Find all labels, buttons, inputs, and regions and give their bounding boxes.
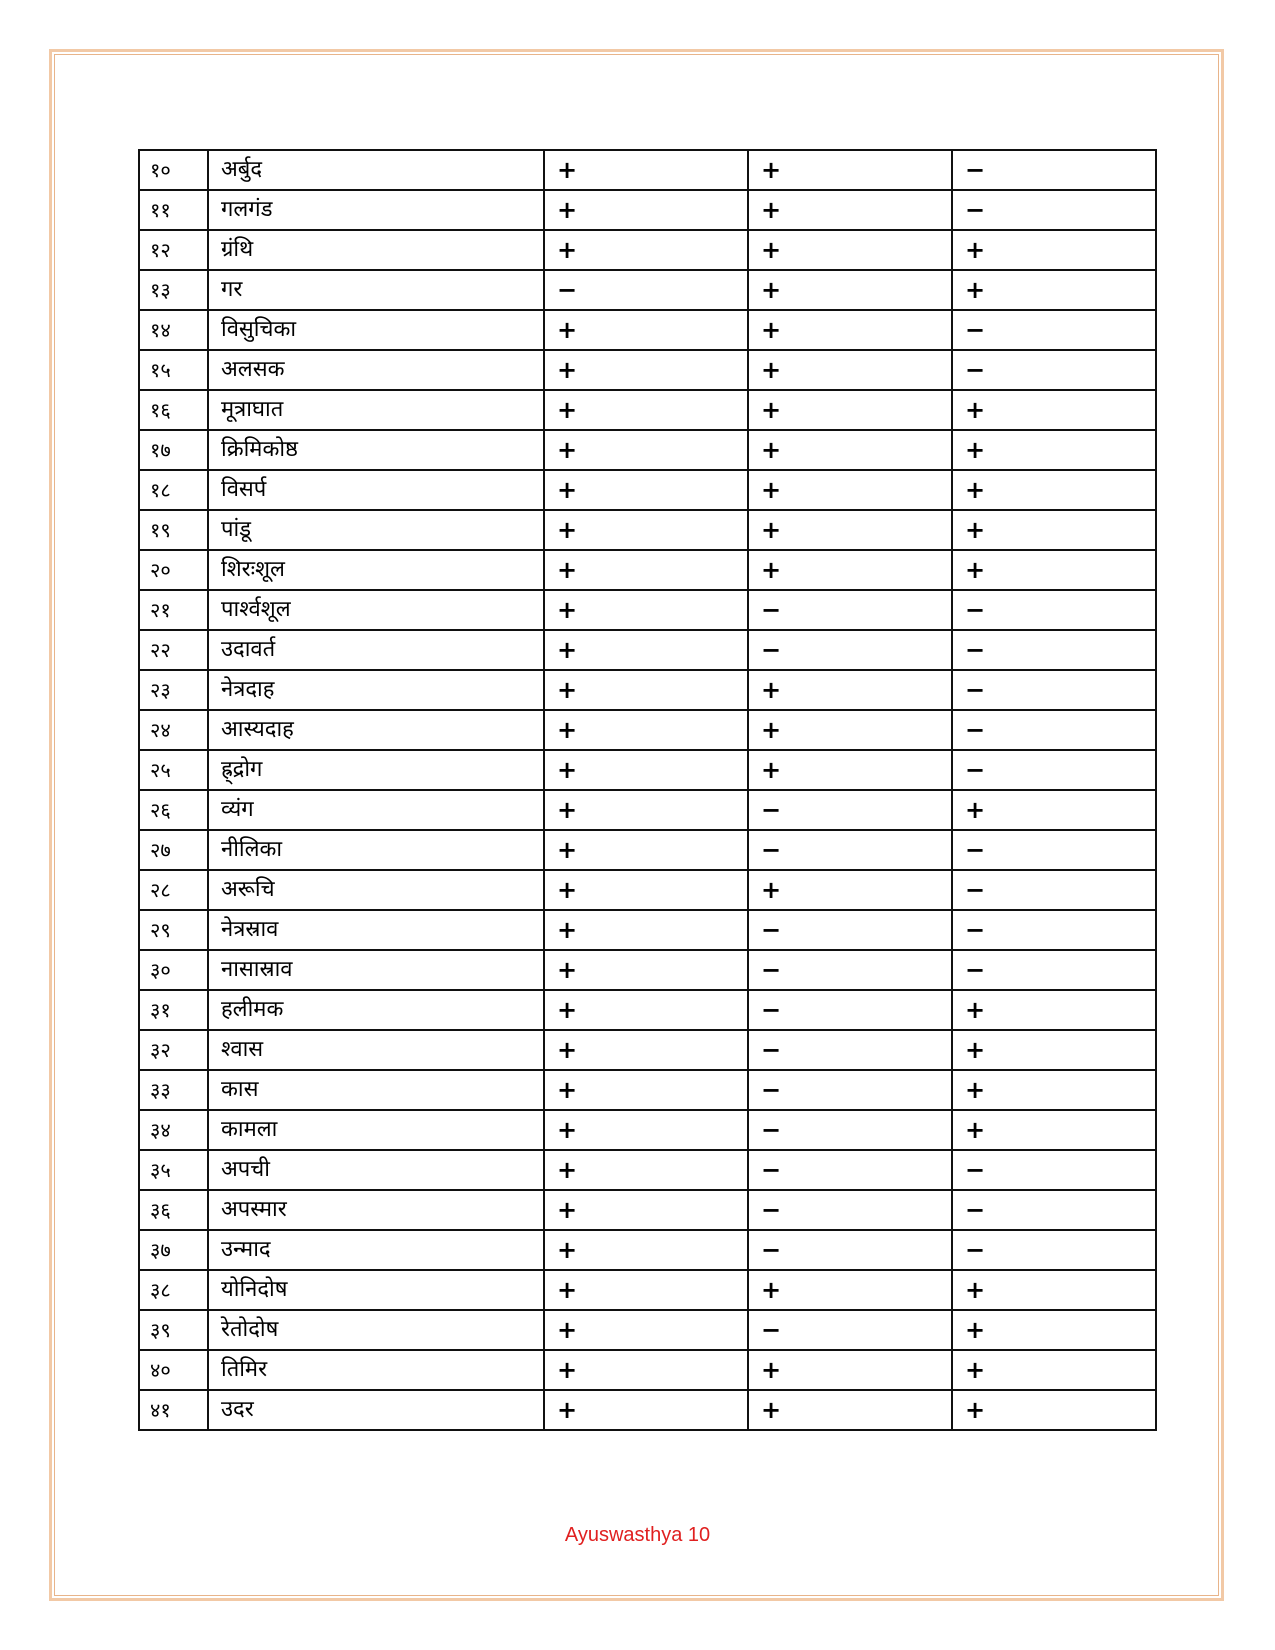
mark-col-3: + — [952, 1110, 1156, 1150]
row-number: ३० — [139, 950, 208, 990]
mark-col-2: − — [748, 1070, 952, 1110]
mark-col-1: + — [544, 870, 748, 910]
mark-col-1: + — [544, 510, 748, 550]
mark-col-3: − — [952, 190, 1156, 230]
disease-name: अर्बुद — [208, 150, 544, 190]
mark-col-2: − — [748, 1230, 952, 1270]
mark-col-1: + — [544, 390, 748, 430]
table-row — [139, 1190, 1156, 1230]
table-row — [139, 1390, 1156, 1430]
mark-col-1: + — [544, 350, 748, 390]
mark-col-1: + — [544, 1390, 748, 1430]
table-row — [139, 430, 1156, 470]
row-number: ४१ — [139, 1390, 208, 1430]
row-number: २१ — [139, 590, 208, 630]
disease-name: हलीमक — [208, 990, 544, 1030]
mark-col-3: − — [952, 1150, 1156, 1190]
table-row — [139, 310, 1156, 350]
disease-name: गर — [208, 270, 544, 310]
mark-col-3: − — [952, 1190, 1156, 1230]
mark-col-1: + — [544, 990, 748, 1030]
mark-col-3: + — [952, 1270, 1156, 1310]
mark-col-3: + — [952, 1390, 1156, 1430]
row-number: २४ — [139, 710, 208, 750]
row-number: २६ — [139, 790, 208, 830]
disease-name: विसर्प — [208, 470, 544, 510]
table-row — [139, 790, 1156, 830]
mark-col-2: + — [748, 1350, 952, 1390]
table-row — [139, 470, 1156, 510]
table-row — [139, 1230, 1156, 1270]
table-row — [139, 150, 1156, 190]
mark-col-3: + — [952, 1310, 1156, 1350]
mark-col-3: + — [952, 790, 1156, 830]
row-number: २३ — [139, 670, 208, 710]
disease-name: उदर — [208, 1390, 544, 1430]
mark-col-2: + — [748, 670, 952, 710]
mark-col-1: + — [544, 710, 748, 750]
disease-name: क्रिमिकोष्ठ — [208, 430, 544, 470]
mark-col-1: + — [544, 150, 748, 190]
mark-col-3: + — [952, 230, 1156, 270]
mark-col-3: − — [952, 710, 1156, 750]
mark-col-3: + — [952, 470, 1156, 510]
mark-col-2: − — [748, 1190, 952, 1230]
disease-name: व्यंग — [208, 790, 544, 830]
mark-col-1: + — [544, 1110, 748, 1150]
mark-col-2: + — [748, 1390, 952, 1430]
table-row — [139, 630, 1156, 670]
table-row — [139, 550, 1156, 590]
mark-col-2: − — [748, 630, 952, 670]
mark-col-2: + — [748, 470, 952, 510]
mark-col-1: + — [544, 190, 748, 230]
disease-name: अपची — [208, 1150, 544, 1190]
row-number: १५ — [139, 350, 208, 390]
disease-name: कास — [208, 1070, 544, 1110]
table-row — [139, 590, 1156, 630]
table-row — [139, 1070, 1156, 1110]
disease-name: नेत्रदाह — [208, 670, 544, 710]
row-number: ४० — [139, 1350, 208, 1390]
disease-name: मूत्राघात — [208, 390, 544, 430]
disease-name: नीलिका — [208, 830, 544, 870]
mark-col-2: − — [748, 830, 952, 870]
table-row — [139, 710, 1156, 750]
mark-col-2: + — [748, 150, 952, 190]
row-number: १२ — [139, 230, 208, 270]
row-number: ३८ — [139, 1270, 208, 1310]
row-number: ३७ — [139, 1230, 208, 1270]
row-number: ३२ — [139, 1030, 208, 1070]
mark-col-3: − — [952, 750, 1156, 790]
mark-col-1: + — [544, 1030, 748, 1070]
row-number: २५ — [139, 750, 208, 790]
table-row — [139, 350, 1156, 390]
mark-col-3: + — [952, 430, 1156, 470]
mark-col-3: + — [952, 1030, 1156, 1070]
table-row — [139, 1270, 1156, 1310]
mark-col-3: + — [952, 1350, 1156, 1390]
mark-col-1: + — [544, 1270, 748, 1310]
mark-col-1: + — [544, 630, 748, 670]
table-row — [139, 870, 1156, 910]
mark-col-2: + — [748, 350, 952, 390]
mark-col-2: + — [748, 870, 952, 910]
disease-table — [138, 149, 1157, 1431]
table-row — [139, 1310, 1156, 1350]
table-row — [139, 190, 1156, 230]
mark-col-3: − — [952, 350, 1156, 390]
mark-col-1: + — [544, 590, 748, 630]
mark-col-3: − — [952, 950, 1156, 990]
mark-col-1: + — [544, 1230, 748, 1270]
disease-name: पांडू — [208, 510, 544, 550]
disease-name: गलगंड — [208, 190, 544, 230]
row-number: ३५ — [139, 1150, 208, 1190]
disease-name: अलसक — [208, 350, 544, 390]
mark-col-1: + — [544, 910, 748, 950]
row-number: २८ — [139, 870, 208, 910]
mark-col-3: − — [952, 830, 1156, 870]
disease-name: ग्रंथि — [208, 230, 544, 270]
mark-col-3: − — [952, 1230, 1156, 1270]
mark-col-3: + — [952, 550, 1156, 590]
row-number: २९ — [139, 910, 208, 950]
mark-col-1: + — [544, 950, 748, 990]
mark-col-2: − — [748, 950, 952, 990]
mark-col-1: + — [544, 1150, 748, 1190]
mark-col-3: + — [952, 990, 1156, 1030]
mark-col-3: + — [952, 270, 1156, 310]
mark-col-1: + — [544, 750, 748, 790]
mark-col-1: + — [544, 790, 748, 830]
table-row — [139, 1350, 1156, 1390]
row-number: ३१ — [139, 990, 208, 1030]
row-number: १७ — [139, 430, 208, 470]
mark-col-1: + — [544, 470, 748, 510]
table-row — [139, 830, 1156, 870]
row-number: ३४ — [139, 1110, 208, 1150]
mark-col-3: − — [952, 670, 1156, 710]
disease-name: अपस्मार — [208, 1190, 544, 1230]
mark-col-1: + — [544, 230, 748, 270]
row-number: २७ — [139, 830, 208, 870]
table-row — [139, 910, 1156, 950]
disease-name: तिमिर — [208, 1350, 544, 1390]
mark-col-2: + — [748, 710, 952, 750]
disease-name: ह्र्द्रोग — [208, 750, 544, 790]
table-row — [139, 670, 1156, 710]
row-number: १८ — [139, 470, 208, 510]
mark-col-2: + — [748, 270, 952, 310]
mark-col-2: − — [748, 790, 952, 830]
row-number: १३ — [139, 270, 208, 310]
mark-col-1: + — [544, 670, 748, 710]
disease-name: नेत्रस्राव — [208, 910, 544, 950]
mark-col-1: + — [544, 1190, 748, 1230]
mark-col-3: + — [952, 1070, 1156, 1110]
disease-name: शिरःशूल — [208, 550, 544, 590]
mark-col-2: − — [748, 1310, 952, 1350]
mark-col-3: − — [952, 910, 1156, 950]
table-row — [139, 270, 1156, 310]
mark-col-2: − — [748, 910, 952, 950]
table-row — [139, 1150, 1156, 1190]
mark-col-1: + — [544, 1310, 748, 1350]
row-number: १६ — [139, 390, 208, 430]
table-row — [139, 750, 1156, 790]
mark-col-2: + — [748, 1270, 952, 1310]
mark-col-2: − — [748, 1150, 952, 1190]
disease-name: श्वास — [208, 1030, 544, 1070]
mark-col-1: + — [544, 1070, 748, 1110]
mark-col-2: + — [748, 390, 952, 430]
mark-col-1: + — [544, 1350, 748, 1390]
mark-col-1: − — [544, 270, 748, 310]
mark-col-1: + — [544, 830, 748, 870]
table-row — [139, 510, 1156, 550]
mark-col-2: − — [748, 1030, 952, 1070]
row-number: ३९ — [139, 1310, 208, 1350]
mark-col-2: + — [748, 510, 952, 550]
table-row — [139, 1110, 1156, 1150]
mark-col-3: + — [952, 510, 1156, 550]
disease-name: विसुचिका — [208, 310, 544, 350]
table-row — [139, 390, 1156, 430]
table-row — [139, 230, 1156, 270]
row-number: १४ — [139, 310, 208, 350]
disease-name: नासास्राव — [208, 950, 544, 990]
mark-col-2: + — [748, 230, 952, 270]
mark-col-2: + — [748, 550, 952, 590]
mark-col-2: + — [748, 310, 952, 350]
disease-name: आस्यदाह — [208, 710, 544, 750]
mark-col-2: + — [748, 430, 952, 470]
row-number: २२ — [139, 630, 208, 670]
table-row — [139, 990, 1156, 1030]
mark-col-2: + — [748, 190, 952, 230]
row-number: ३६ — [139, 1190, 208, 1230]
mark-col-2: − — [748, 590, 952, 630]
mark-col-3: − — [952, 150, 1156, 190]
row-number: २० — [139, 550, 208, 590]
row-number: ११ — [139, 190, 208, 230]
page-footer: Ayuswasthya 10 — [564, 1524, 711, 1546]
mark-col-2: + — [748, 750, 952, 790]
row-number: १९ — [139, 510, 208, 550]
disease-name: पार्श्वशूल — [208, 590, 544, 630]
disease-name: अरूचि — [208, 870, 544, 910]
disease-name: रेतोदोष — [208, 1310, 544, 1350]
disease-name: योनिदोष — [208, 1270, 544, 1310]
row-number: १० — [139, 150, 208, 190]
row-number: ३३ — [139, 1070, 208, 1110]
table-body — [139, 150, 1156, 1430]
mark-col-1: + — [544, 550, 748, 590]
mark-col-1: + — [544, 430, 748, 470]
disease-name: उन्माद — [208, 1230, 544, 1270]
mark-col-3: − — [952, 590, 1156, 630]
mark-col-2: − — [748, 990, 952, 1030]
mark-col-3: − — [952, 310, 1156, 350]
mark-col-1: + — [544, 310, 748, 350]
mark-col-2: − — [748, 1110, 952, 1150]
mark-col-3: − — [952, 870, 1156, 910]
table-row — [139, 950, 1156, 990]
disease-name: कामला — [208, 1110, 544, 1150]
disease-name: उदावर्त — [208, 630, 544, 670]
table-row — [139, 1030, 1156, 1070]
mark-col-3: − — [952, 630, 1156, 670]
mark-col-3: + — [952, 390, 1156, 430]
